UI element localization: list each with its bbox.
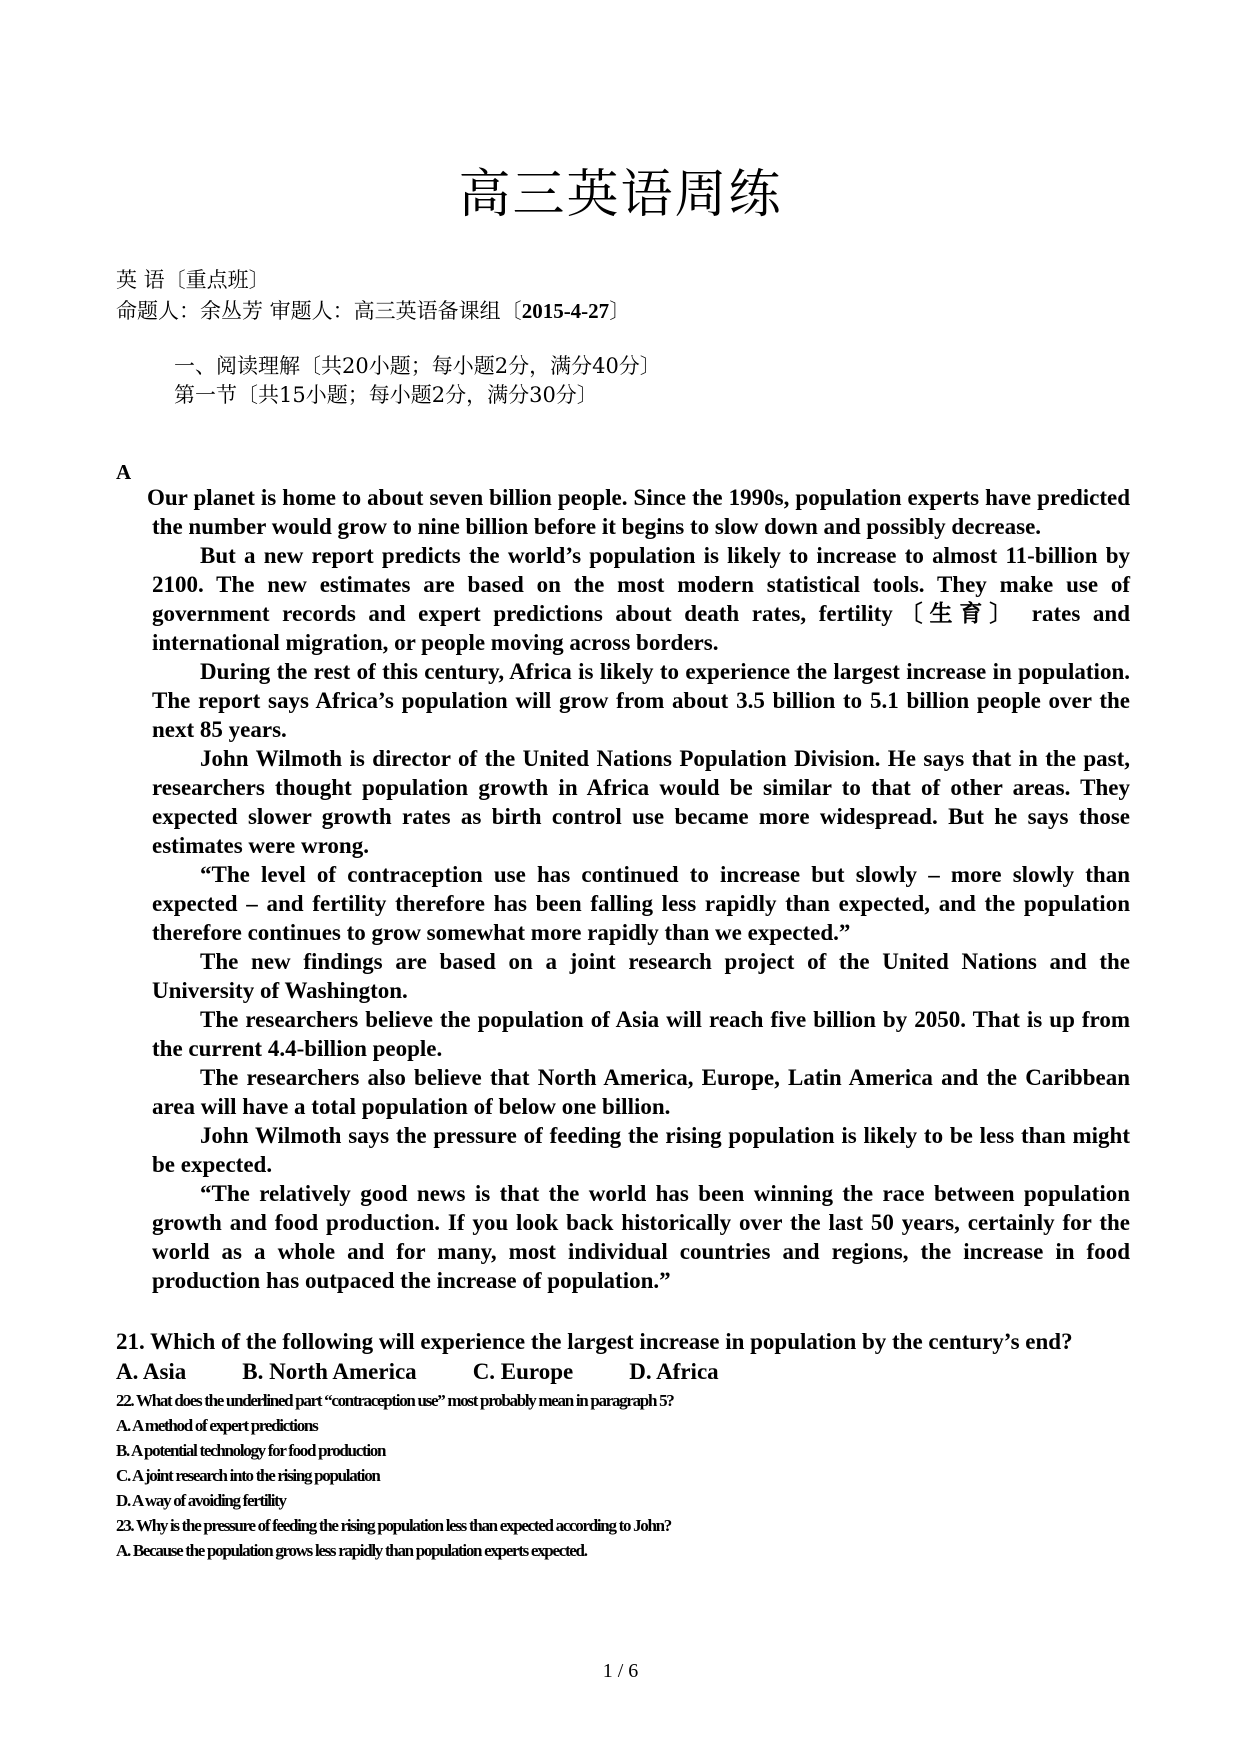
passage-paragraph: But a new report predicts the world’s population is likely to increase to almost 11-billion by 2100. The new estimates are based on the most modern statistical tools. They make use of government records and expert predictions about death rates, fertility〔生育〕 rates and international migration, or people moving across borders.: [152, 543, 1130, 655]
document-title: 高三英语周练: [458, 165, 783, 225]
question-list: [116, 1327, 1136, 1563]
option-b: B. North America: [242, 1359, 417, 1384]
reading-passage: [147, 483, 1130, 1295]
option-c: C. A joint research into the rising population: [116, 1466, 380, 1485]
passage-paragraph: John Wilmoth says the pressure of feeding the rising population is likely to be less than might be expected.: [152, 1123, 1130, 1177]
section-heading: 第一节〔共15小题；每小题2分，满分30分〕: [174, 383, 598, 407]
option-a: A. Asia: [116, 1359, 187, 1384]
author-line-prefix: 命题人：余丛芳 审题人：高三英语备课组〔: [116, 299, 522, 323]
option-b: B. A potential technology for food production: [116, 1441, 386, 1460]
passage-paragraph: John Wilmoth is director of the United Nations Population Division. He says that in the past, researchers thought population growth in Africa would be similar to that of other areas. They expected slower growth rates as birth control use became more widespread. But he says those estimates were wrong.: [152, 746, 1130, 858]
passage-paragraph: The researchers also believe that North America, Europe, Latin America and the Caribbean area will have a total population of below one billion.: [152, 1065, 1130, 1119]
question-23-stem: 23. Why is the pressure of feeding the rising population less than expected according to John?: [116, 1516, 672, 1535]
option-d: D. A way of avoiding fertility: [116, 1491, 286, 1510]
passage-paragraph: “The level of contraception use has continued to increase but slowly – more slowly than expected – and fertility therefore has been falling less rapidly than expected, and the population therefore continues to grow somewhat more rapidly than we expected.”: [152, 862, 1130, 945]
option-a: A. A method of expert predictions: [116, 1416, 318, 1435]
part-heading: 一、阅读理解〔共20小题；每小题2分，满分40分〕: [174, 354, 661, 378]
passage-paragraph: “The relatively good news is that the world has been winning the race between population growth and food production. If you look back historically over the last 50 years, certainly for the world as a whole and for many, most individual countries and regions, the increase in food production has outpaced the increase of population.”: [152, 1181, 1130, 1293]
question-22-stem: 22. What does the underlined part “contraception use” most probably mean in paragraph 5?: [116, 1391, 674, 1410]
question-21-options: [116, 1356, 1136, 1388]
passage-paragraph: The new findings are based on a joint research project of the United Nations and the University of Washington.: [152, 949, 1130, 1003]
exam-date: 2015-4-27: [521, 299, 610, 323]
passage-paragraph: During the rest of this century, Africa is likely to experience the largest increase in population. The report says Africa’s population will grow from about 3.5 billion to 5.1 billion people over the next 85 years.: [152, 659, 1130, 742]
passage-paragraph: Our planet is home to about seven billion people. Since the 1990s, population experts have predicted the number would grow to nine billion before it begins to slow down and possibly decrease.: [147, 485, 1130, 539]
option-d: D. Africa: [629, 1359, 719, 1384]
author-line-suffix: 〕: [609, 299, 631, 323]
option-a: A. Because the population grows less rapidly than population experts expected.: [116, 1541, 587, 1560]
passage-label: A: [116, 460, 132, 484]
author-line: [116, 295, 630, 325]
passage-paragraph: The researchers believe the population of Asia will reach five billion by 2050. That is up from the current 4.4-billion people.: [152, 1007, 1130, 1061]
question-21-stem: 21. Which of the following will experience the largest increase in population by the century’s end?: [116, 1329, 1073, 1354]
subject-line: 英 语〔重点班〕: [116, 268, 270, 292]
option-c: C. Europe: [472, 1359, 574, 1384]
page-number: 1 / 6: [602, 1660, 639, 1682]
